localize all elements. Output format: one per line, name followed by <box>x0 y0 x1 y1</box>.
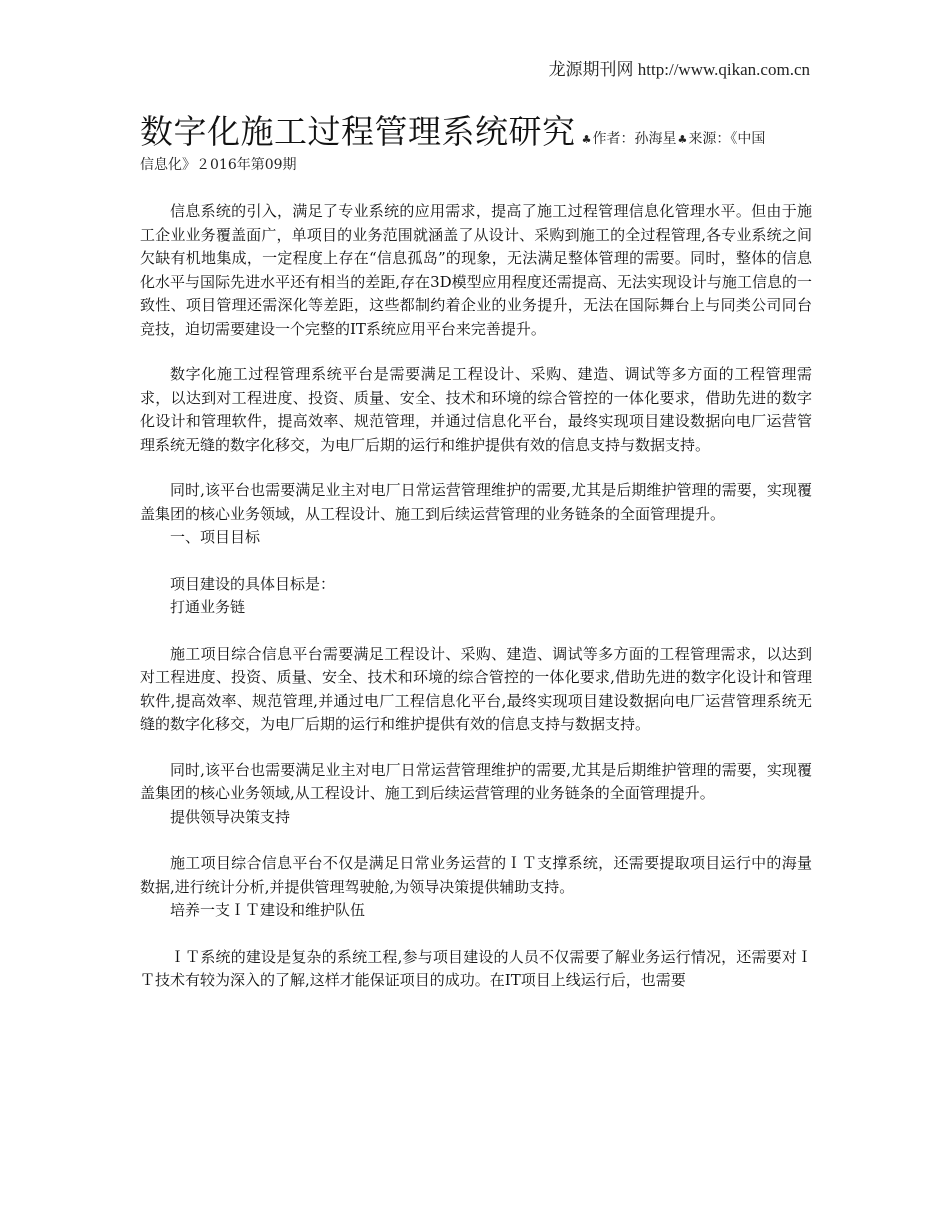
source-icon: ♣ <box>677 133 688 146</box>
paragraph-6: 同时,该平台也需要满足业主对电厂日常运营管理维护的需要,尤其是后期维护管理的需要，实现覆盖集团的核心业务领域,从工程设计、施工到后续运营管理的业务链条的全面管理提升。 <box>140 760 812 802</box>
article-meta <box>581 131 766 147</box>
paragraph-7: 施工项目综合信息平台不仅是满足日常业务运营的ＩＴ支撑系统，还需要提取项目运行中的海量数据,进行统计分析,并提供管理驾驶舱,为领导决策提供辅助支持。 <box>140 854 812 896</box>
paragraph-8: ＩＴ系统的建设是复杂的系统工程,参与项目建设的人员不仅需要了解业务运行情况，还需要对ＩＴ技术有较为深入的了解,这样才能保证项目的成功。在IT项目上线运行后，也需要 <box>140 947 812 989</box>
section-heading-1: 一、项目目标 <box>170 528 261 546</box>
paragraph-5: 施工项目综合信息平台需要满足工程设计、采购、建造、调试等多方面的工程管理需求，以达到对工程进度、投资、质量、安全、技术和环境的综合管控的一体化要求,借助先进的数字化设计和管理软件,提高效率、规范管理,并通过电厂工程信息化平台,最终实现项目建设数据向电厂运营管理系统无缝的数字化移交，为电厂后期的运行和维护提供有效的信息支持与数据支持。 <box>140 644 812 733</box>
section-heading-4: 培养一支ＩＴ建设和维护队伍 <box>170 901 366 919</box>
section-heading-2: 打通业务链 <box>170 598 246 616</box>
section-heading-3: 提供领导决策支持 <box>170 807 291 826</box>
paragraph-3: 同时,该平台也需要满足业主对电厂日常运营管理维护的需要,尤其是后期维护管理的需要，实现覆盖集团的核心业务领域，从工程设计、施工到后续运营管理的业务链条的全面管理提升。 <box>140 481 812 523</box>
author-icon: ♣ <box>581 133 592 146</box>
author-label: 作者：孙海星 <box>592 131 677 147</box>
paragraph-4: 项目建设的具体目标是： <box>170 574 336 593</box>
article-content <box>140 112 812 993</box>
paragraph-2: 数字化施工过程管理系统平台是需要满足工程设计、采购、建造、调试等多方面的工程管理需求，以达到对工程进度、投资、质量、安全、技术和环境的综合管控的一体化要求，借助先进的数字化设计和管理软件，提高效率、规范管理，并通过信息化平台，最终实现项目建设数据向电厂运营管理系统无缝的数字化移交，为电厂后期的运行和维护提供有效的信息支持与数据支持。 <box>140 365 812 454</box>
article-title: 数字化施工过程管理系统研究 <box>140 112 576 151</box>
paragraph-1: 信息系统的引入，满足了专业系统的应用需求，提高了施工过程管理信息化管理水平。但由于施工企业业务覆盖面广，单项目的业务范围就涵盖了从设计、采购到施工的全过程管理,各专业系统之间欠缺有机地集成，一定程度上存在“信息孤岛”的现象，无法满足整体管理的需要。同时，整体的信息化水平与国际先进水平还有相当的差距,存在3D模型应用程度还需提高、无法实现设计与施工信息的一致性、项目管理还需深化等差距，这些都制约着企业的业务提升，无法在国际舞台上与同类公司同台竞技，迫切需要建设一个完整的IT系统应用平台来完善提升。 <box>140 202 812 338</box>
article-issue: 信息化》２016年第09期 <box>140 157 297 173</box>
source-label: 来源：《中国 <box>688 131 766 147</box>
journal-source-header: 龙源期刊网 http://www.qikan.com.cn <box>548 60 810 79</box>
